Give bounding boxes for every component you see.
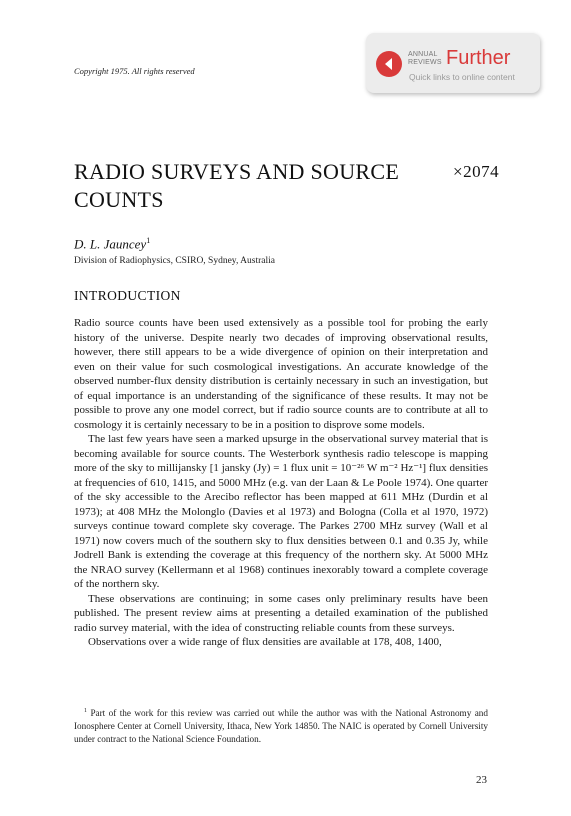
section-heading: INTRODUCTION [74,288,181,303]
footnote-mark: 1 [84,708,87,714]
author-name-text: D. L. Jauncey [74,236,147,252]
badge-further-word: Further [446,47,511,69]
author-affiliation: Division of Radiophysics, CSIRO, Sydney, Australia [74,256,275,266]
paragraph: Observations over a wide range of flux densities are available at 178, 408, 1400, [88,636,442,648]
author-name [74,236,150,252]
footnote [74,705,488,746]
page-number: 23 [476,774,487,786]
arrow-left-icon [376,51,402,77]
badge-reviews-text: REVIEWS [408,59,442,66]
author-footnote-mark: 1 [146,236,151,245]
footnote-text: Part of the work for this review was carried out while the author was with the National Astronomy and Ionosphere Center at Cornell University, Ithaca, New York 14850. The NAIC is operated by Cornell University under contract to the National Science Foundation. [74,708,488,745]
article-code: ×2074 [453,162,500,181]
article-title: RADIO SURVEYS AND SOURCE COUNTS [74,159,400,212]
badge-annual-text: ANNUAL [408,51,438,58]
paragraph: These observations are continuing; in some cases only preliminary results have been published. The present review aims at presenting a detailed examination of the published radio survey material, with the idea of constructing reliable counts from these surveys. [74,592,488,634]
further-links-badge[interactable] [366,33,540,93]
paragraph: The last few years have seen a marked upsurge in the observational survey material that is becoming available for source counts. The Westerbork synthesis radio telescope is mapping more of the sky to millijansky [1 jansky (Jy) = 1 flux unit = 10⁻²⁶ W m⁻² Hz⁻¹] flux densities at frequencies of 610, 1415, and 5000 MHz (e.g. van der Laan & Le Poole 1974). One quarter of the sky accessible to the Arecibo reflector has been mapped at 611 MHz (Durdin et al 1973); at 408 MHz the Molonglo (Davies et al 1973) and Bologna (Colla et al 1970, 1972) surveys continue toward complete sky coverage. The Parkes 2700 MHz survey (Wall et al 1971) now covers much of the southern sky to flux densities between 0.1 and 0.35 Jy, while Jodrell Bank is extending the coverage at this frequency of the northern sky. At 5000 MHz the NRAO survey (Kellermann et al 1968) continues inexorably toward a complete coverage of the northern sky. [74,433,488,590]
copyright-notice: Copyright 1975. All rights reserved [74,66,195,76]
badge-tagline: Quick links to online content [409,72,515,82]
paragraph: Radio source counts have been used extensively as a possible tool for probing the early history of the universe. Despite nearly two decades of improving observational results, however, there still appears to be a wide divergence of opinion on their interpretation and even on their value for such cosmological investigations. An accurate knowledge of the observed number-flux density distribution is certainly necessary in such an investigation, but of equal importance is an understanding of the significance of these results. It may not be possible to prove any one model correct, but if radio source counts are to contribute at all to cosmology it is certainly necessary to be in a position to disprove some models. [74,317,488,431]
body-text [74,316,488,650]
